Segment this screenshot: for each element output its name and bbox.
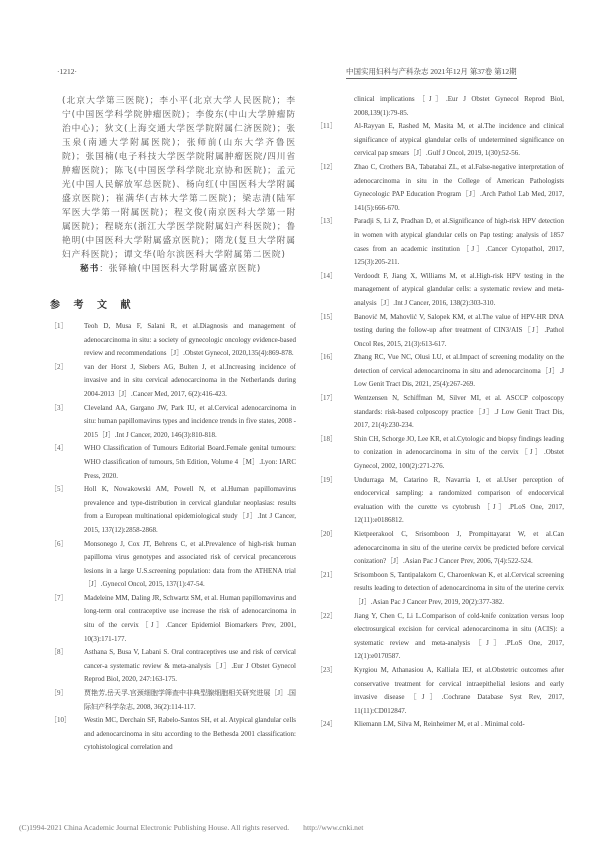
reference-number: ［21］: [316, 570, 337, 579]
reference-text: Jiang Y, Chen C, Li L.Comparison of cold-knife conization versus loop electrosurgical excision for cervical adenocarcinoma in situ (ACIS): a systematic review and meta-analysis［J］.PLoS One, 2017, 12(1):e0170587.: [354, 611, 564, 661]
reference-item: [316, 610, 564, 664]
reference-text: 贾艳芳,岳天孚.宫颈细胞学筛查中非典型腺细胞相关研究进展［J］.国际妇产科学杂志, 2008, 36(2):114-117.: [84, 689, 296, 711]
reference-text: Madeleine MM, Daling JR, Schwartz SM, et al. Human papillomavirus and long-term oral contraceptive use increase the risk of adenocarcinoma in situ of the cervix［J］.Cancer Epidemiol Biomarkers Prev, 2001, 10(3):171-177.: [84, 593, 296, 643]
reference-text: Kietpeerakool C, Srisomboon J, Prompittayarat W, et al.Can adenocarcinoma in situ of the uterine cervix be predicted before cervical conization?［J］.Asian Pac J Cancer Prev, 2006, 7(4):522-524.: [354, 530, 564, 566]
reference-item: [316, 718, 564, 732]
reference-number: ［24］: [316, 720, 337, 729]
committee-list: (北京大学第三医院)；李小平(北京大学人民医院)；李宁(中国医学科学院肿瘤医院)；李俊东(中山大学肿瘤防治中心)；狄文(上海交通大学医学院附属仁济医院)；张玉泉(南通大学附属医院)；张师前(山东大学齐鲁医院)；张国楠(电子科技大学医学院附属肿瘤医院/四川省肿瘤医院)；陈飞(中国医学科学院北京协和医院)；孟元光(中国人民解放军总医院)、杨向红(中国医科大学附属盛京医院)；崔满华(吉林大学第二医院)；梁志清(陆军军医大学第一附属医院)；程文俊(南京医科大学第一附属医院)；程晓东(浙江大学医学院附属妇产科医院)；鲁艳明(中国医科大学附属盛京医院)；隋龙(复旦大学附属妇产科医院)；谭文华(哈尔滨医科大学附属第二医院): [62, 96, 296, 260]
secretary-label: 秘书: [80, 264, 100, 274]
reference-item: [316, 311, 564, 352]
reference-item: [316, 120, 564, 161]
reference-item: [50, 361, 296, 402]
running-head: 中国实用妇科与产科杂志 2021年12月 第37卷 第12期: [346, 66, 517, 79]
page-number: ·1212·: [57, 67, 77, 76]
reference-text: Paradji S, Li Z, Pradhan D, et al.Significance of high-risk HPV detection in women with atypical glandular cells on Pap testing: analysis of 1857 cases from an academic institution［J］.Cancer Cytopathol, 2017, 125(3):205-211.: [354, 217, 564, 267]
secretary-text: ：张铎榆(中国医科大学附属盛京医院): [99, 264, 262, 274]
reference-item: [50, 442, 296, 483]
reference-number: ［16］: [316, 353, 337, 362]
reference-text: Teoh D, Musa F, Salani R, et al.Diagnosis and management of adenocarcinoma in situ: a society of gynecologic oncology evidence-based review and recommendations［J］.Obstet Gynecol, 2020,135(4):869-878.: [84, 322, 296, 358]
reference-number: ［3］: [50, 403, 68, 412]
secretary-line: [80, 262, 296, 276]
reference-item: [316, 474, 564, 528]
reference-item: [50, 592, 296, 646]
reference-item: [316, 270, 564, 311]
reference-text: Verdoodt F, Jiang X, Williams M, et al.High-risk HPV testing in the management of atypical glandular cells: a systematic review and meta-analysis［J］.Int J Cancer, 2016, 138(2):303-310.: [354, 271, 564, 307]
reference-item: [50, 687, 296, 714]
reference-number: ［15］: [316, 312, 337, 321]
reference-item: [316, 433, 564, 474]
reference-number: ［5］: [50, 485, 68, 494]
reference-text: Al-Rayyan E, Rashed M, Masita M, et al.The incidence and clinical significance of atypical glandular cells of undetermined significance on cervical pap smears［J］.Gulf J Oncol, 2019, 1(30):52-56.: [354, 122, 564, 158]
reference-text: Holl K, Nowakowski AM, Powell N, et al.Human papillomavirus prevalence and type-distribution in cervical glandular neoplasias: results from a European multinational epidemiological study［J］.Int J Cancer, 2015, 137(12):2858-2868.: [84, 485, 296, 534]
right-column: [316, 93, 564, 732]
reference-item: [50, 320, 296, 361]
reference-text: WHO Classification of Tumours Editorial Board.Female genital tumours: WHO classification of tumours, 5th Edition, Volume 4［M］.Lyon: IARC Press, 2020.: [84, 444, 296, 480]
copyright-footer: [19, 823, 363, 832]
reference-number: ［11］: [316, 122, 337, 131]
reference-number: ［7］: [50, 593, 68, 602]
reference-item: [50, 646, 296, 687]
left-column: [50, 94, 296, 755]
reference-item: [316, 392, 564, 433]
reference-text: Westin MC, Derchain SF, Rabelo-Santos SH, et al. Atypical glandular cells and adenocarcinoma in situ according to the Bethesda 2001 classification: cytohistological correlation and: [84, 716, 296, 752]
reference-number: ［1］: [50, 322, 68, 330]
reference-item: [316, 664, 564, 718]
reference-number: ［23］: [316, 665, 337, 674]
reference-item: [50, 483, 296, 537]
reference-number: ［20］: [316, 530, 337, 538]
reference-text: Monsonego J, Cox JT, Behrens C, et al.Prevalence of high-risk human papilloma virus genotypes and associated risk of cervical precancerous lesions in a large U.S.screening population: data from the ATHENA trial［J］.Gynecol Oncol, 2015, 137(1):47-54.: [84, 539, 296, 589]
references-title: 参 考 文 献: [50, 300, 136, 311]
reference-item: [316, 569, 564, 610]
cnki-link[interactable]: http://www.cnki.net: [303, 823, 364, 832]
reference-text: Srisomboon S, Tantipalakorn C, Charoenkwan K, et al.Cervical screening results leading to detection of adenocarcinoma in situ of the uterine cervix［J］.Asian Pac J Cancer Prev, 2019, 20(2):377-382.: [354, 570, 564, 606]
reference-item: [316, 528, 564, 569]
reference-item: [50, 538, 296, 592]
copyright-text: (C)1994-2021 China Academic Journal Electronic Publishing House. All rights reserved.: [19, 823, 290, 832]
reference-number: ［6］: [50, 539, 68, 548]
reference-item: [50, 714, 296, 755]
reference-number: ［2］: [50, 362, 68, 371]
reference-text: Zhao C, Crothers BA, Tabatabai ZL, et al.False-negative interpretation of adenocarcinoma in situ in the College of American Pathologists Gynecologic PAP Education Program［J］.Arch Pathol Lab Med, 2017, 141(5):666-670.: [354, 162, 564, 212]
reference-item: [316, 161, 564, 215]
reference-text: Wentzensen N, Schiffman M, Silver MI, et al. ASCCP colposcopy standards: risk-based colposcopy practice［J］.J Low Genit Tract Dis, 2017, 21(4):230-234.: [354, 394, 564, 430]
reference-number: ［17］: [316, 394, 337, 403]
reference-number: ［14］: [316, 271, 337, 280]
reference-item: [316, 215, 564, 269]
reference-number: ［8］: [50, 648, 68, 657]
reference-text: Asthana S, Busa V, Labani S. Oral contraceptives use and risk of cervical cancer-a systematic review & meta-analysis［J］.Eur J Obstet Gynecol Reprod Biol, 2020, 247:163-175.: [84, 648, 296, 684]
reference-number: ［4］: [50, 444, 68, 453]
reference-continuation: clinical implications［J］.Eur J Obstet Gynecol Reprod Biol, 2008,139(1):79-85.: [354, 95, 564, 117]
reference-number: ［13］: [316, 217, 337, 226]
reference-text: Kliemann LM, Silva M, Reinheimer M, et al . Minimal cold-: [354, 720, 525, 729]
reference-item: [50, 402, 296, 443]
reference-text: Cleveland AA, Gargano JW, Park IU, et al.Cervical adenocarcinoma in situ: human papillomavirus types and incidence trends in five states, 2008 - 2015［J］.Int J Cancer, 2020, 146(3):810-818.: [84, 403, 296, 439]
reference-number: ［18］: [316, 434, 337, 443]
reference-number: ［10］: [50, 716, 71, 725]
reference-number: ［19］: [316, 475, 337, 484]
reference-number: ［12］: [316, 162, 337, 171]
reference-number: ［9］: [50, 689, 68, 698]
reference-text: Banović M, Mahovlić V, Salopek KM, et al.The value of HPV-HR DNA testing during the follow-up after treatment of CIN3/AIS［J］.Pathol Oncol Res, 2015, 21(3):613-617.: [354, 312, 564, 348]
reference-text: Shin CH, Schorge JO, Lee KR, et al.Cytologic and biopsy findings leading to conization in adenocarcinoma in situ of the cervix［J］.Obstet Gynecol, 2002, 100(2):271-276.: [354, 434, 564, 471]
reference-text: Kyrgiou M, Athanasiou A, Kalliala IEJ, et al.Obstetric outcomes after conservative treatment for cervical intraepithelial lesions and early invasive disease［J］.Cochrane Database Syst Rev, 2017, 11(11):CD012847.: [354, 665, 564, 715]
reference-item: [316, 351, 564, 392]
reference-number: ［22］: [316, 611, 337, 620]
reference-text: Undurraga M, Catarino R, Navarria I, et al.User perception of endocervical sampling: a randomized comparison of endocervical evaluation with the curette vs cytobrush［J］.PLoS One, 2017, 12(11):e0186812.: [354, 475, 564, 525]
reference-text: Zhang RC, Vue NC, Olusi LU, et al.Impact of screening modality on the detection of cervical adenocarcinoma in situ and adenocarcinoma［J］.J Low Genit Tract Dis, 2021, 25(4):267-269.: [354, 353, 564, 389]
reference-text: van der Horst J, Siebers AG, Bulten J, et al.Increasing incidence of invasive and in situ cervical adenocarcinoma in the Netherlands during 2004-2013［J］.Cancer Med, 2017, 6(2):416-423.: [84, 362, 296, 398]
